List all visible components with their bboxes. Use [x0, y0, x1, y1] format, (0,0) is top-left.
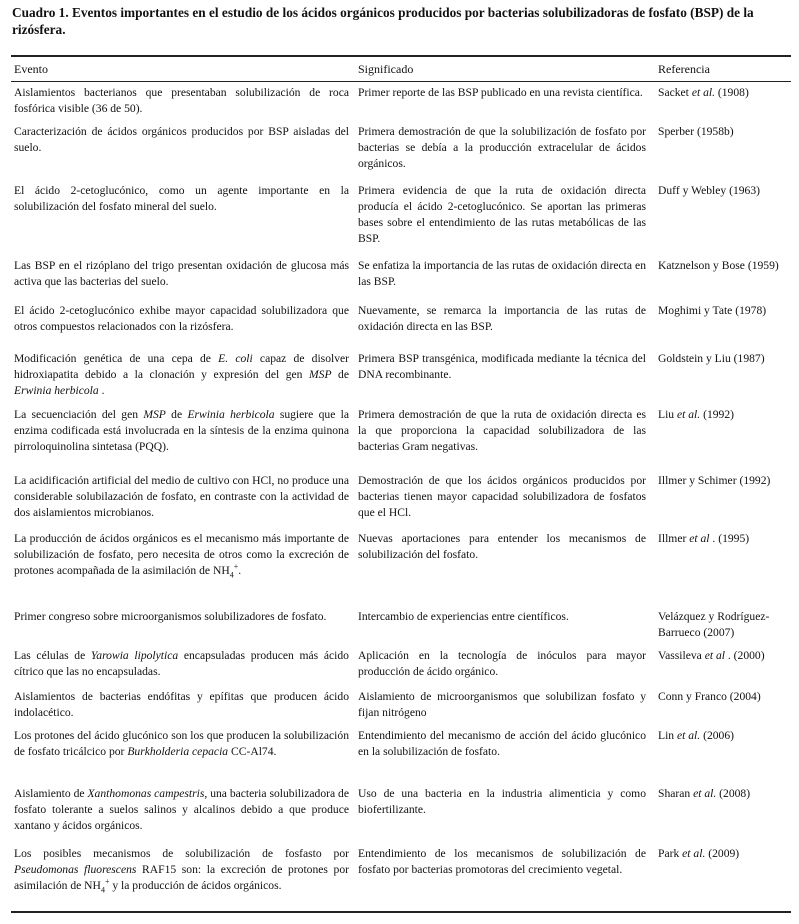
- cell-referencia: Conn y Franco (2004): [658, 690, 761, 703]
- cell-referencia: Sharan et al. (2008): [658, 787, 751, 800]
- table-caption: Cuadro 1. Eventos importantes en el estudio de los ácidos orgánicos producidos por bacterias solubilizadoras de fosfato (BSP) de la rizósfera.: [12, 5, 754, 37]
- cell-referencia: Lin et al. (2006): [658, 729, 734, 742]
- cell-significado: Uso de una bacteria en la industria alimenticia y como biofertilizante.: [358, 787, 646, 816]
- cell-referencia: Vassileva et al . (2000): [658, 649, 765, 662]
- cell-referencia: Moghimi y Tate (1978): [658, 304, 767, 317]
- cell-referencia: Duff y Webley (1963): [658, 184, 760, 197]
- cell-significado: Primera demostración de que la ruta de oxidación directa es la que proporciona la capacidad solubilizadora de las bacterias Gram negativas.: [358, 408, 646, 453]
- cell-evento: Caracterización de ácidos orgánicos producidos por BSP aisladas del suelo.: [14, 125, 349, 154]
- header-significado: Significado: [358, 62, 414, 76]
- cell-evento: La acidificación artificial del medio de cultivo con HCl, no produce una considerable solubilazación de fosfato, en contraste con la actividad de dos aislamientos microbianos.: [14, 474, 349, 519]
- cell-evento: Los posibles mecanismos de solubilización de fosfasto por Pseudomonas fluorescens RAF15 son: la excreción de protones por asimilación de $NH_4^+$ y la producción de ácidos orgánicos.: [14, 847, 349, 895]
- cell-evento: La producción de ácidos orgánicos es el mecanismo más importante de solubilización de fosfato, pero necesita de otros como la excreción de protones acompañada de la asimilación de $NH_4^+$.: [14, 532, 349, 580]
- cell-referencia: Park et al. (2009): [658, 847, 740, 860]
- bottom-rule: [11, 911, 791, 913]
- cell-significado: Entendimiento del mecanismo de acción del ácido glucónico en la solubilización de fosfato.: [358, 729, 646, 758]
- cell-evento: El ácido 2-cetoglucónico, como un agente importante en la solubilización del fosfato mineral del suelo.: [14, 184, 349, 213]
- cell-referencia: Sacket et al. (1908): [658, 86, 749, 99]
- cell-evento: La secuenciación del gen MSP de Erwinia herbicola sugiere que la enzima codificada está involucrada en la síntesis de la enzima quinona pirroloquinolina sintetasa (PQQ).: [14, 408, 350, 453]
- cell-referencia: Sperber (1958b): [658, 125, 734, 138]
- cell-significado: Nuevas aportaciones para entender los mecanismos de solubilización del fosfato.: [358, 532, 646, 561]
- top-rule: [11, 55, 791, 57]
- cell-significado: Primer reporte de las BSP publicado en una revista científica.: [358, 86, 643, 99]
- cell-evento: Las células de Yarowia lipolytica encapsuladas producen más ácido cítrico que las no encapsuladas.: [14, 649, 349, 678]
- cell-evento: Aislamiento de Xanthomonas campestris, una bacteria solubilizadora de fosfato tolerante a suelos salinos y alcalinos debido a que produce xantano y ácidos orgánicos.: [14, 787, 349, 832]
- cell-evento: Los protones del ácido glucónico son los que producen la solubilización de fosfato tricálcico por Burkholderia cepacia CC-Al74.: [14, 729, 349, 758]
- cell-referencia: Illmer y Schimer (1992): [658, 474, 771, 487]
- cell-significado: Primera evidencia de que la ruta de oxidación directa producía el ácido 2-cetoglucónico. Se aportan las primeras bases sobre el entendimiento de las rutas metabólicas de las BSP.: [358, 184, 646, 245]
- header-evento: Evento: [14, 62, 48, 76]
- cell-evento: Primer congreso sobre microorganismos solubilizadores de fosfato.: [14, 610, 327, 623]
- cell-significado: Nuevamente, se remarca la importancia de las rutas de oxidación directa en las BSP.: [358, 304, 646, 333]
- cell-significado: Demostración de que los ácidos orgánicos producidos por bacterias tienen mayor capacidad solubilizadora de fosfatos que el HCl.: [358, 474, 646, 519]
- cell-evento: El ácido 2-cetoglucónico exhibe mayor capacidad solubilizadora que otros compuestos relacionados con la rizósfera.: [14, 304, 349, 333]
- cell-evento: Aislamientos de bacterias endófitas y epífitas que producen ácido indolacético.: [14, 690, 349, 719]
- cell-referencia: Velázquez y Rodríguez-Barrueco (2007): [658, 610, 770, 639]
- cell-significado: Aislamiento de microorganismos que solubilizan fosfato y fijan nitrógeno: [358, 690, 646, 719]
- header-referencia: Referencia: [658, 62, 710, 76]
- cell-evento: Aislamientos bacterianos que presentaban solubilización de roca fosfórica visible (36 de 50).: [14, 86, 349, 115]
- cell-evento: Modificación genética de una cepa de E. coli capaz de disolver hidroxiapatita debido a la clonación y expresión del gen MSP de Erwinia herbicola .: [14, 352, 350, 397]
- cell-referencia: Illmer et al . (1995): [658, 532, 750, 545]
- cell-significado: Aplicación en la tecnología de inóculos para mayor producción de ácido orgánico.: [358, 649, 646, 678]
- cell-significado: Se enfatiza la importancia de las rutas de oxidación directa en las BSP.: [358, 259, 646, 288]
- cell-referencia: Goldstein y Liu (1987): [658, 352, 765, 365]
- header-rule: [11, 81, 791, 82]
- cell-referencia: Katznelson y Bose (1959): [658, 259, 779, 272]
- cell-significado: Intercambio de experiencias entre científicos.: [358, 610, 569, 623]
- cell-significado: Primera BSP transgénica, modificada mediante la técnica del DNA recombinante.: [358, 352, 646, 381]
- cell-significado: Primera demostración de que la solubilización de fosfato por bacterias se debía a la producción extracelular de ácidos orgánicos.: [358, 125, 646, 170]
- cell-evento: Las BSP en el rizóplano del trigo presentan oxidación de glucosa más activa que las bacterias del suelo.: [14, 259, 349, 288]
- cell-referencia: Liu et al. (1992): [658, 408, 734, 421]
- cell-significado: Entendimiento de los mecanismos de solubilización de fosfato por bacterias promotoras del crecimiento vegetal.: [358, 847, 646, 876]
